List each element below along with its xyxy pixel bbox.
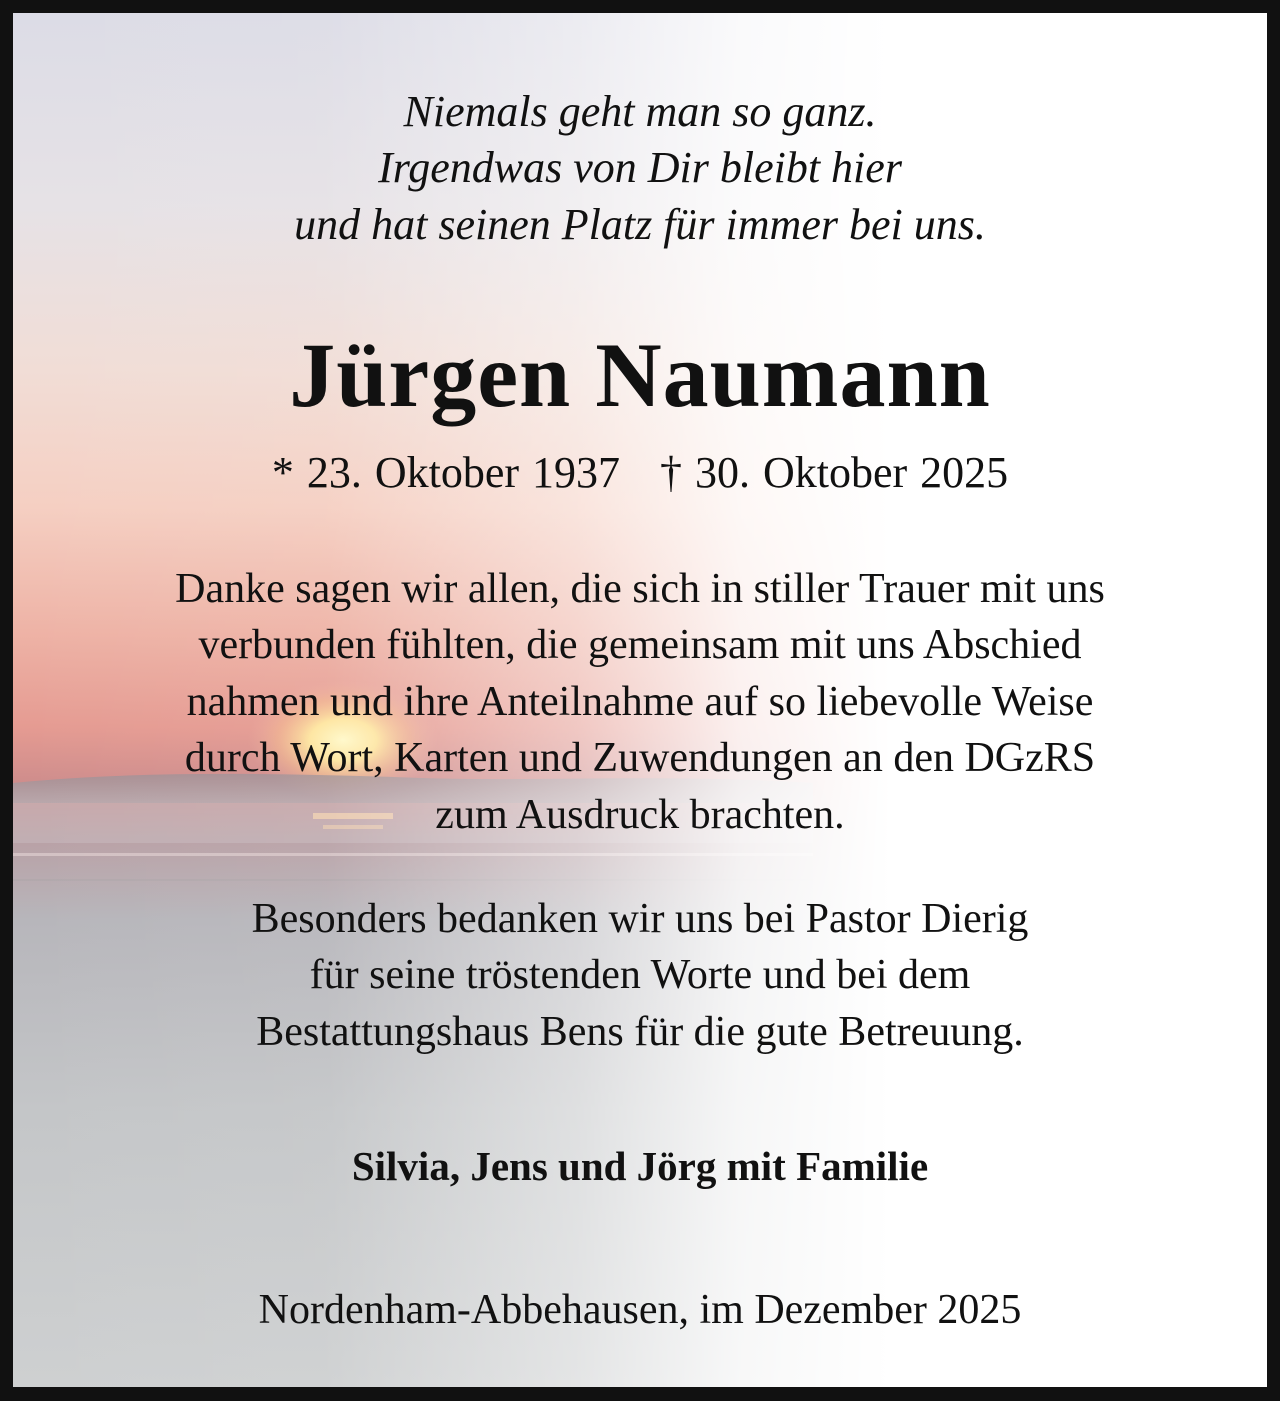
special-thanks-line-3: Bestattungshaus Bens für die gute Betreuung. (256, 1009, 1024, 1055)
special-thanks-line-1: Besonders bedanken wir uns bei Pastor Dierig (251, 896, 1029, 942)
special-thanks-line-2: für seine tröstenden Worte und bei dem (309, 952, 971, 998)
motto-line-3: und hat seinen Platz für immer bei uns. (294, 200, 986, 249)
motto-line-1: Niemals geht man so ganz. (403, 87, 877, 136)
signature: Silvia, Jens und Jörg mit Familie (351, 1143, 929, 1189)
thanks-line-2: verbunden fühlten, die gemeinsam mit uns Abschied (198, 622, 1082, 668)
deceased-name: Jürgen Naumann (289, 324, 991, 426)
life-dates (13, 445, 1267, 501)
thanks-line-4: durch Wort, Karten und Zuwendungen an den DGzRS (184, 735, 1096, 781)
thanks-line-5: zum Ausdruck brachten. (435, 792, 845, 838)
notice-text (13, 13, 1267, 1387)
death-date: † 30. Oktober 2025 (660, 448, 1009, 497)
birth-date: * 23. Oktober 1937 (271, 448, 620, 497)
motto-line-2: Irgendwas von Dir bleibt hier (378, 143, 902, 192)
thanks-line-3: nahmen und ihre Anteilnahme auf so liebevolle Weise (186, 679, 1094, 725)
place-date: Nordenham-Abbehausen, im Dezember 2025 (258, 1287, 1022, 1333)
thanks-line-1: Danke sagen wir allen, die sich in stiller Trauer mit uns (175, 566, 1105, 612)
